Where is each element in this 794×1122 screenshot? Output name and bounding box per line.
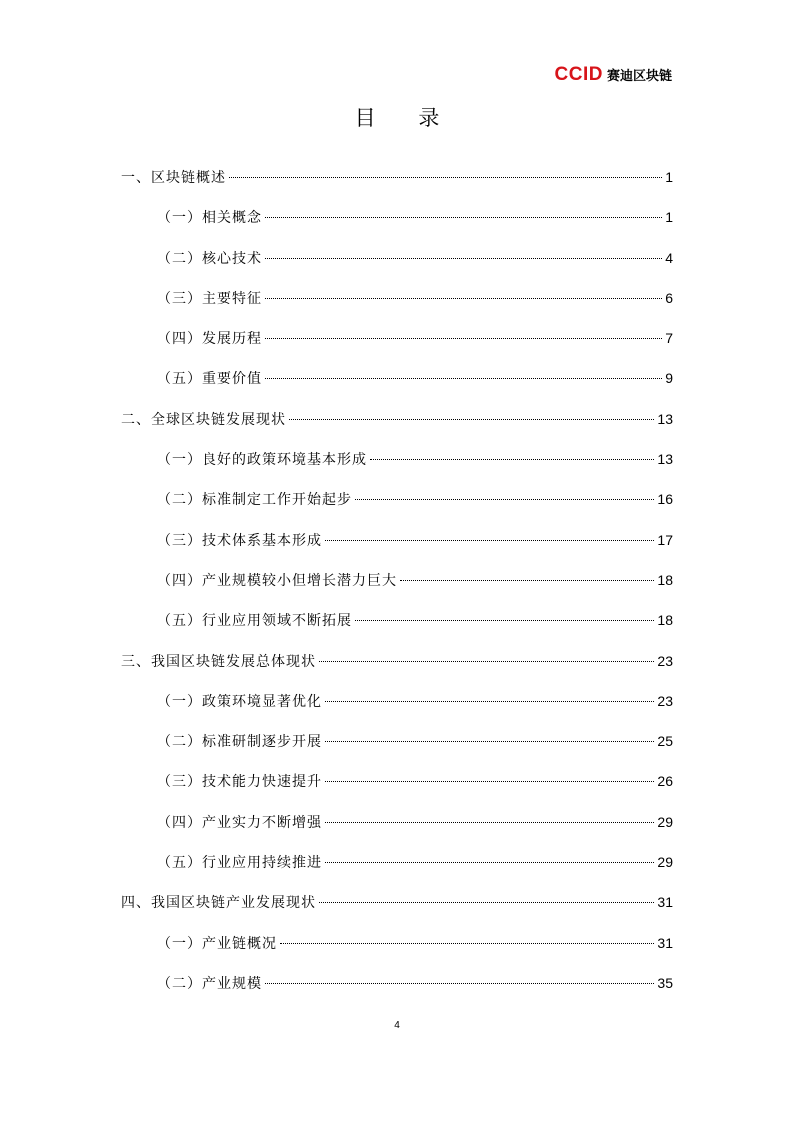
toc-subsection-entry[interactable] xyxy=(121,367,673,407)
toc-dot-leader xyxy=(265,983,654,984)
toc-dot-leader xyxy=(325,822,654,823)
toc-dot-leader xyxy=(355,620,654,621)
toc-subsection-entry[interactable] xyxy=(121,811,673,851)
toc-subsection-entry[interactable] xyxy=(121,287,673,327)
toc-entry-title: 二、全球区块链发展现状 xyxy=(121,411,286,428)
toc-entry-page: 17 xyxy=(657,531,673,548)
toc-dot-leader xyxy=(280,943,654,944)
page-title: 目 录 xyxy=(354,106,458,130)
toc-dot-leader xyxy=(265,378,662,379)
toc-entry-page: 7 xyxy=(665,330,673,347)
toc-subsection-entry[interactable] xyxy=(121,488,673,528)
toc-entry-page: 31 xyxy=(657,934,673,951)
toc-subsection-entry[interactable] xyxy=(121,690,673,730)
toc-entry-title: 一、区块链概述 xyxy=(121,170,226,186)
toc-dot-leader xyxy=(325,540,654,541)
toc-dot-leader xyxy=(319,661,654,662)
toc-subsection-entry[interactable] xyxy=(121,730,673,770)
toc-dot-leader xyxy=(325,741,654,742)
toc-section-entry[interactable] xyxy=(121,650,673,690)
toc-entry-title: （五）行业应用持续推进 xyxy=(157,855,322,872)
toc-section-entry[interactable] xyxy=(121,891,673,931)
toc-entry-page: 29 xyxy=(657,854,673,871)
toc-dot-leader xyxy=(265,217,662,218)
table-of-contents xyxy=(121,166,673,1012)
toc-entry-title: （三）技术能力快速提升 xyxy=(157,774,322,791)
toc-entry-page: 23 xyxy=(657,652,673,669)
toc-dot-leader xyxy=(265,338,662,339)
toc-dot-leader xyxy=(265,298,662,299)
toc-dot-leader xyxy=(319,902,654,903)
toc-dot-leader xyxy=(400,580,654,581)
toc-entry-title: （一）良好的政策环境基本形成 xyxy=(157,452,367,469)
toc-subsection-entry[interactable] xyxy=(121,448,673,488)
toc-subsection-entry[interactable] xyxy=(121,972,673,1012)
toc-subsection-entry[interactable] xyxy=(121,932,673,972)
toc-entry-page: 31 xyxy=(657,894,673,911)
toc-entry-page: 18 xyxy=(657,571,673,588)
toc-entry-title: （四）发展历程 xyxy=(157,331,262,348)
toc-entry-page: 26 xyxy=(657,773,673,790)
toc-dot-leader xyxy=(229,177,662,178)
toc-entry-page: 16 xyxy=(657,491,673,508)
toc-dot-leader xyxy=(289,419,654,420)
toc-entry-title: （二）产业规模 xyxy=(157,975,262,992)
toc-entry-title: （四）产业实力不断增强 xyxy=(157,814,322,831)
toc-entry-page: 25 xyxy=(657,733,673,750)
toc-subsection-entry[interactable] xyxy=(121,206,673,246)
toc-entry-title: （二）标准研制逐步开展 xyxy=(157,734,322,751)
toc-section-entry[interactable] xyxy=(121,408,673,448)
toc-dot-leader xyxy=(370,459,654,460)
toc-entry-page: 1 xyxy=(665,169,673,185)
toc-dot-leader xyxy=(325,701,654,702)
toc-dot-leader xyxy=(355,499,654,500)
header-brand xyxy=(555,64,672,86)
toc-subsection-entry[interactable] xyxy=(121,529,673,569)
toc-entry-title: （三）技术体系基本形成 xyxy=(157,532,322,549)
brand-logo: CCID xyxy=(554,64,603,85)
toc-entry-page: 18 xyxy=(657,612,673,629)
toc-entry-title: （五）重要价值 xyxy=(157,371,262,388)
toc-entry-title: （三）主要特征 xyxy=(157,290,262,307)
toc-dot-leader xyxy=(325,781,654,782)
toc-dot-leader xyxy=(265,258,662,259)
toc-entry-page: 1 xyxy=(665,209,673,226)
toc-entry-title: （一）产业链概况 xyxy=(157,935,277,952)
toc-entry-title: （四）产业规模较小但增长潜力巨大 xyxy=(157,572,397,589)
toc-entry-title: （二）标准制定工作开始起步 xyxy=(157,492,352,509)
toc-subsection-entry[interactable] xyxy=(121,569,673,609)
toc-entry-page: 13 xyxy=(657,451,673,468)
toc-entry-page: 29 xyxy=(657,813,673,830)
toc-entry-title: （一）政策环境显著优化 xyxy=(157,693,322,710)
page-number: 4 xyxy=(394,1020,400,1031)
toc-entry-page: 35 xyxy=(657,974,673,991)
toc-entry-page: 9 xyxy=(665,370,673,387)
toc-entry-page: 4 xyxy=(665,249,673,266)
toc-subsection-entry[interactable] xyxy=(121,851,673,891)
toc-entry-title: （一）相关概念 xyxy=(157,210,262,227)
toc-entry-page: 13 xyxy=(657,410,673,427)
toc-entry-page: 23 xyxy=(657,692,673,709)
toc-subsection-entry[interactable] xyxy=(121,247,673,287)
toc-subsection-entry[interactable] xyxy=(121,609,673,649)
toc-entry-title: 三、我国区块链发展总体现状 xyxy=(121,653,316,670)
toc-dot-leader xyxy=(325,862,654,863)
toc-entry-title: 四、我国区块链产业发展现状 xyxy=(121,895,316,912)
toc-entry-title: （二）核心技术 xyxy=(157,250,262,267)
toc-entry-title: （五）行业应用领域不断拓展 xyxy=(157,613,352,630)
toc-section-entry[interactable] xyxy=(121,166,673,206)
brand-name: 赛迪区块链 xyxy=(606,69,672,84)
toc-subsection-entry[interactable] xyxy=(121,770,673,810)
toc-subsection-entry[interactable] xyxy=(121,327,673,367)
toc-entry-page: 6 xyxy=(665,289,673,306)
